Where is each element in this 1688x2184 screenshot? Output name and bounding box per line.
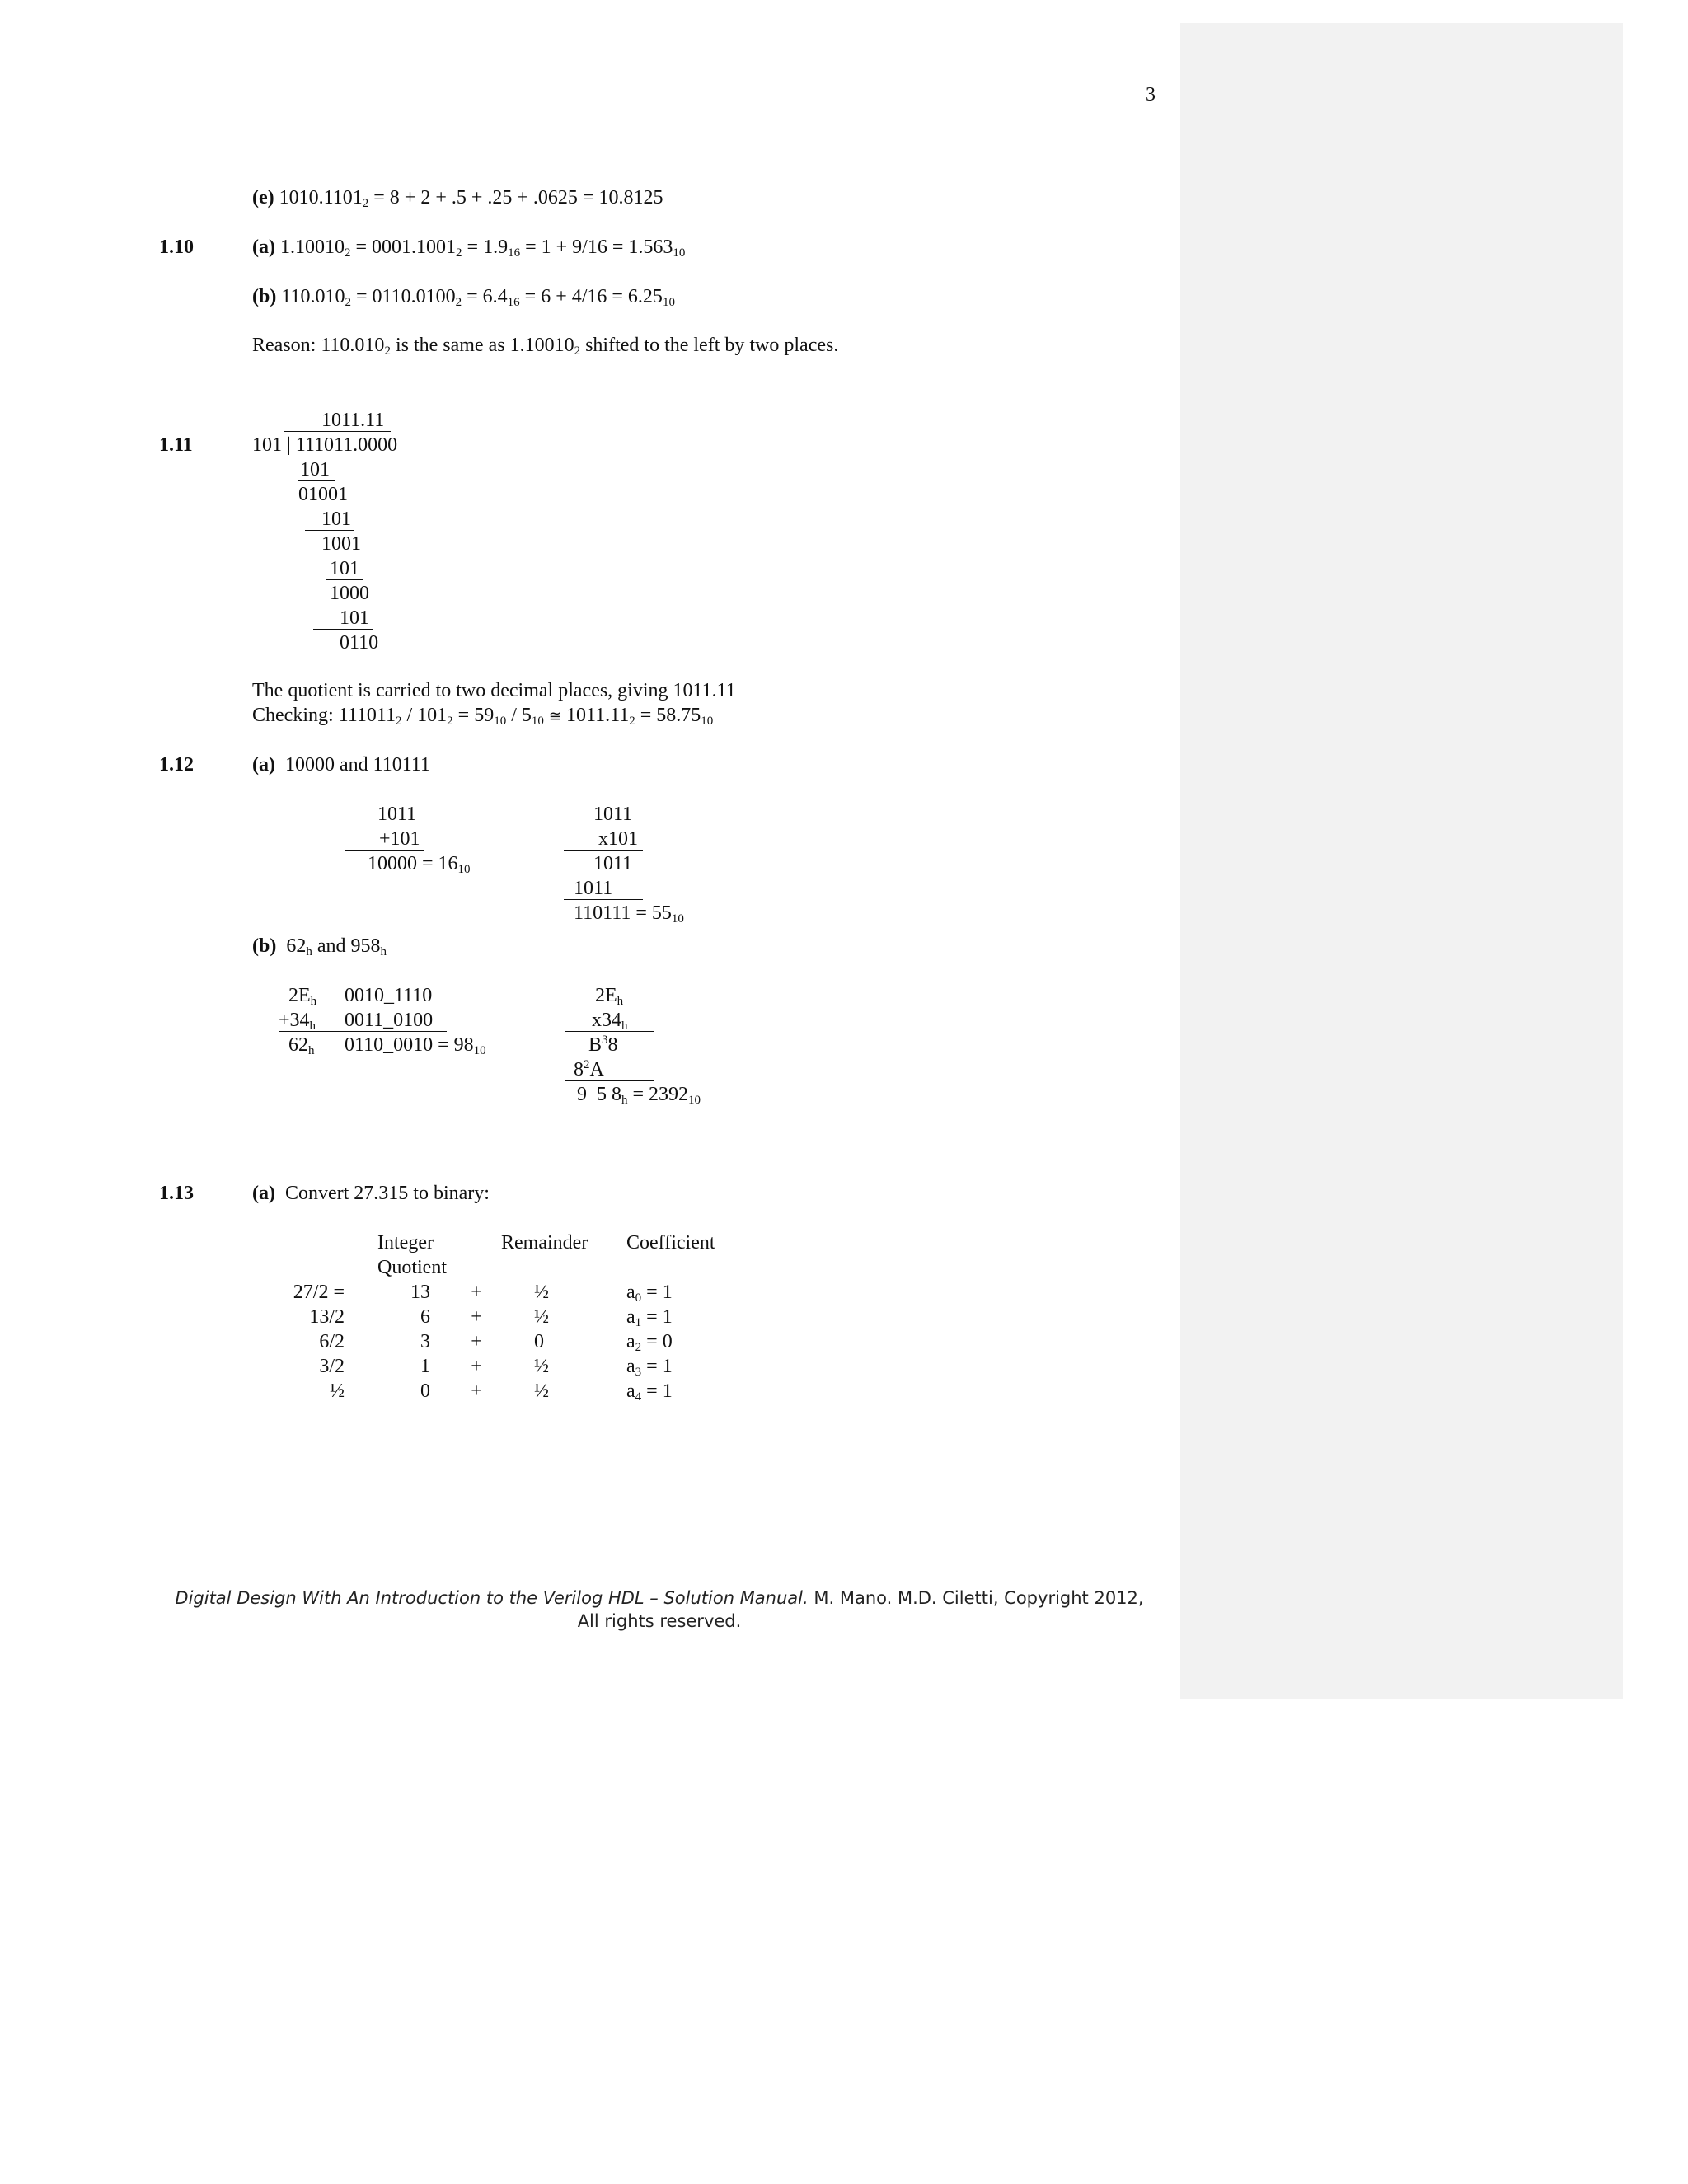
column-header-integer: Integer: [377, 1232, 434, 1254]
expr-text: = 6 + 4/16 = 6.25: [524, 286, 663, 307]
division-rule: [313, 629, 373, 630]
division-step: 101: [340, 607, 369, 629]
hexadd-row: [288, 983, 316, 1008]
hexadd-row: [279, 1008, 316, 1033]
subscript: 3: [635, 1366, 642, 1379]
subscript: 2: [384, 344, 391, 358]
mul-result: [574, 901, 684, 926]
subscript: 10: [494, 715, 507, 728]
expr-text: is the same as 1.10010: [395, 335, 574, 356]
hexmul-rule: [565, 1031, 654, 1032]
hexmul-row: [574, 1057, 604, 1082]
part-label: (b): [252, 286, 277, 307]
hexmul-rule: [565, 1080, 654, 1081]
division-rule: [305, 530, 354, 531]
expr-text: 62: [288, 1034, 308, 1056]
problem-1-10-b: [252, 284, 675, 309]
subscript: 2: [635, 1341, 642, 1354]
footer-rights: All rights reserved.: [577, 1611, 742, 1631]
subscript: h: [621, 1094, 628, 1107]
problem-1-9-e: [252, 185, 663, 210]
table-cell-coefficient: [626, 1329, 673, 1354]
expr-text: / 101: [406, 705, 448, 726]
coef-text: a: [626, 1331, 635, 1352]
division-step: 1001: [321, 533, 361, 555]
division-step: 1000: [330, 583, 369, 604]
hexadd-row: [288, 1033, 315, 1057]
expr-text: = 1.9: [467, 237, 509, 258]
division-bar: [284, 431, 391, 432]
subscript: 0: [635, 1291, 642, 1305]
division-dividend: 101 | 111011.0000: [252, 434, 398, 456]
expr-text: Checking: 111011: [252, 705, 396, 726]
division-check: [252, 703, 713, 729]
coef-value: = 1: [646, 1356, 673, 1377]
problem-number: 1.10: [159, 237, 194, 258]
problem-number: 1.12: [159, 754, 194, 776]
subscript: 2: [395, 715, 402, 728]
coef-text: a: [626, 1356, 635, 1377]
column-header-remainder: Remainder: [501, 1232, 588, 1254]
subscript: 10: [457, 863, 471, 876]
expr-text: 0110_0010 = 98: [345, 1034, 474, 1056]
mul-row: 1011: [593, 853, 633, 874]
expr-text: = 0001.1001: [355, 237, 457, 258]
subscript: h: [310, 995, 317, 1008]
expr-text: 8: [607, 1034, 618, 1056]
expr-text: 62: [286, 935, 307, 957]
expr-text: 10000 = 16: [368, 853, 458, 874]
subscript: 2: [629, 715, 635, 728]
table-cell-division: 3/2: [319, 1356, 345, 1377]
expr-text: 1.10010: [279, 237, 345, 258]
part-label: (a): [252, 1183, 275, 1204]
hexmul-row: [588, 1033, 618, 1057]
table-cell-division: 13/2: [309, 1306, 345, 1328]
subscript: 10: [701, 715, 714, 728]
expr-text: 2E: [595, 985, 617, 1006]
subscript: 2: [447, 715, 453, 728]
expr-text: 110.010: [281, 286, 345, 307]
subscript: 16: [508, 246, 521, 260]
add-row: +101: [379, 828, 420, 850]
add-row: 1011: [377, 804, 417, 825]
subscript: 1: [635, 1316, 642, 1329]
subscript: 2: [456, 246, 462, 260]
expr-text: 2E: [288, 985, 311, 1006]
expr-text: and 958: [316, 935, 381, 957]
expr-text: B: [588, 1034, 603, 1056]
part-label: (b): [252, 935, 277, 957]
expr-text: = 0110.0100: [355, 286, 456, 307]
subscript: 2: [574, 344, 581, 358]
hexadd-result: [345, 1033, 486, 1057]
division-step: 101: [321, 509, 351, 530]
division-rule: [298, 480, 335, 481]
table-cell-remainder: ½: [534, 1306, 549, 1328]
problem-1-13-a: [252, 1181, 490, 1206]
hexmul-row: [595, 983, 623, 1008]
expr-text: = 1 + 9/16 = 1.563: [525, 237, 673, 258]
subscript: 2: [362, 197, 369, 210]
table-cell-quotient: 1: [420, 1356, 430, 1377]
expr-text: Convert 27.315 to binary:: [284, 1183, 490, 1204]
subscript: h: [309, 1019, 316, 1033]
table-cell-division: ½: [330, 1380, 345, 1402]
coef-text: a: [626, 1282, 635, 1303]
problem-1-12-a: [252, 752, 430, 777]
expr-text: 10000 and 110111: [284, 754, 430, 776]
column-header-quotient: Quotient: [377, 1257, 447, 1278]
division-step: 01001: [298, 484, 348, 505]
footer: [107, 1586, 1212, 1633]
footer-authors: M. Mano. M.D. Ciletti, Copyright 2012,: [814, 1588, 1144, 1608]
subscript: 10: [531, 715, 544, 728]
column-header-coefficient: Coefficient: [626, 1232, 715, 1254]
expr-text: = 58.75: [640, 705, 701, 726]
subscript: h: [308, 1044, 315, 1057]
coef-text: a: [626, 1306, 635, 1328]
problem-1-10-a: [252, 235, 685, 260]
expr-text: 110111 = 55: [574, 902, 672, 924]
table-cell-quotient: 3: [420, 1331, 430, 1352]
expr-text: 1010.1101: [279, 187, 363, 209]
superscript: 2: [584, 1058, 590, 1071]
expr-text: = 6.4: [467, 286, 508, 307]
mul-row: 1011: [574, 878, 613, 899]
mul-row: x101: [598, 828, 638, 850]
footer-title: Digital Design With An Introduction to the Verilog HDL – Solution Manual.: [175, 1588, 809, 1608]
add-rule: [345, 850, 424, 851]
expr-text: = 59: [457, 705, 495, 726]
side-panel: [1180, 23, 1623, 1699]
subscript: h: [621, 1019, 628, 1033]
expr-text: 8: [574, 1059, 584, 1080]
table-cell-remainder: ½: [534, 1282, 549, 1303]
subscript: 2: [455, 296, 462, 309]
table-cell-plus: +: [471, 1282, 482, 1303]
hexmul-row: [592, 1008, 628, 1033]
problem-1-12-b: [252, 934, 387, 958]
subscript: 10: [473, 1044, 486, 1057]
expr-text: shifted to the left by two places.: [585, 335, 839, 356]
subscript: 2: [345, 296, 351, 309]
subscript: 2: [344, 246, 351, 260]
table-cell-quotient: 13: [410, 1282, 430, 1303]
expr-text: / 5: [511, 705, 532, 726]
division-note: The quotient is carried to two decimal places, giving 1011.11: [252, 680, 736, 701]
problem-number: 1.13: [159, 1183, 194, 1204]
mul-rule: [564, 850, 643, 851]
table-cell-remainder: 0: [534, 1331, 544, 1352]
division-step: 0110: [340, 632, 379, 654]
subscript: 4: [635, 1390, 642, 1404]
table-cell-coefficient: [626, 1280, 673, 1305]
hexadd-bin: 0010_1110: [345, 985, 433, 1006]
expr-text: 9 5 8: [577, 1084, 621, 1105]
table-cell-coefficient: [626, 1305, 673, 1329]
subscript: h: [306, 945, 312, 958]
mul-rule: [564, 899, 643, 900]
table-cell-division: 27/2 =: [293, 1282, 345, 1303]
subscript: h: [380, 945, 387, 958]
table-cell-quotient: 0: [420, 1380, 430, 1402]
add-result: [368, 851, 471, 876]
mul-row: 1011: [593, 804, 633, 825]
subscript: 10: [671, 912, 684, 926]
part-label: (a): [252, 754, 275, 776]
division-step: 101: [300, 459, 330, 480]
expr-text: Reason: 110.010: [252, 335, 385, 356]
table-cell-plus: +: [471, 1306, 482, 1328]
expr-text: +34: [279, 1010, 310, 1031]
expr-text: A: [589, 1059, 604, 1080]
table-cell-plus: +: [471, 1356, 482, 1377]
subscript: 10: [688, 1094, 701, 1107]
hexadd-rule: [279, 1031, 447, 1032]
hexadd-bin: 0011_0100: [345, 1010, 434, 1031]
table-cell-quotient: 6: [420, 1306, 430, 1328]
expr-text: 1011.11: [565, 705, 630, 726]
subscript: 10: [662, 296, 675, 309]
part-label: (e): [252, 187, 274, 209]
hexmul-result: [577, 1082, 701, 1107]
coef-value: = 0: [646, 1331, 673, 1352]
problem-1-10-reason: [252, 333, 838, 358]
coef-text: a: [626, 1380, 635, 1402]
expr-text: = 2392: [632, 1084, 689, 1105]
division-rule: [326, 579, 363, 580]
coef-value: = 1: [646, 1306, 673, 1328]
table-cell-remainder: ½: [534, 1380, 549, 1402]
expr-text: = 8 + 2 + .5 + .25 + .0625 = 10.8125: [373, 187, 663, 209]
table-cell-coefficient: [626, 1379, 673, 1404]
expr-text: x34: [592, 1010, 621, 1031]
superscript: 3: [602, 1033, 608, 1047]
table-cell-remainder: ½: [534, 1356, 549, 1377]
subscript: 10: [673, 246, 686, 260]
division-quotient: 1011.11: [321, 410, 385, 431]
table-cell-division: 6/2: [319, 1331, 345, 1352]
subscript: 16: [507, 296, 520, 309]
coef-value: = 1: [646, 1380, 673, 1402]
division-step: 101: [330, 558, 359, 579]
page-number: 3: [1146, 84, 1156, 105]
problem-number: 1.11: [159, 434, 193, 456]
subscript: h: [617, 995, 624, 1008]
table-cell-coefficient: [626, 1354, 673, 1379]
part-label: (a): [252, 237, 275, 258]
approx-symbol: ≅: [548, 708, 561, 724]
table-cell-plus: +: [471, 1380, 482, 1402]
table-cell-plus: +: [471, 1331, 482, 1352]
coef-value: = 1: [646, 1282, 673, 1303]
